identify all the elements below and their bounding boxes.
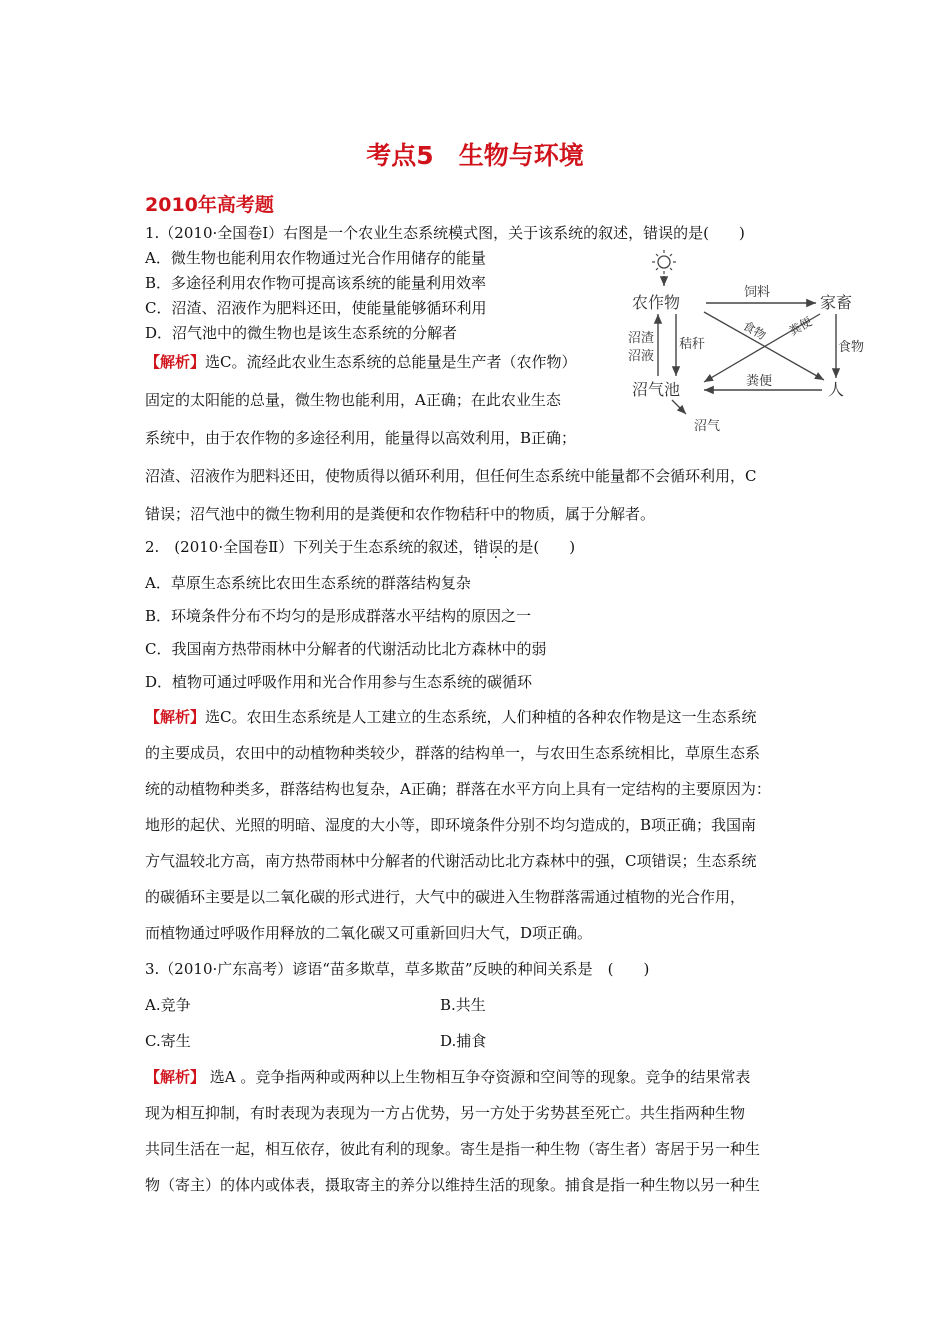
node-livestock: 家畜: [820, 293, 853, 312]
label-manure-diagonal: 粪便: [786, 314, 815, 339]
label-manure: 粪便: [746, 374, 773, 389]
node-biogas-pool: 沼气池: [632, 380, 681, 399]
q2-option-d: D．植物可通过呼吸作用和光合作用参与生态系统的碳循环: [145, 673, 533, 691]
q3-analysis-label: 【解析】: [145, 1068, 206, 1086]
q2-emphasis-char-2: 误: [488, 538, 504, 556]
label-biogas: 沼气: [694, 419, 721, 434]
q2-analysis-line6: 的碳循环主要是以二氧化碳的形式进行，大气中的碳进入生物群落需通过植物的光合作用，: [145, 888, 746, 906]
label-straw: 秸秆: [679, 337, 706, 352]
label-fodder: 饲料: [744, 285, 771, 300]
q2-emphasis-char-1: 错: [473, 538, 489, 556]
label-food-diagonal: 食物: [740, 318, 769, 343]
page-title: 考点5 生物与环境: [366, 141, 584, 170]
q1-option-a: A．微生物也能利用农作物通过光合作用储存的能量: [145, 249, 486, 267]
q1-analysis-line1: 【解析】选C。流经此农业生态系统的总能量是生产者（农作物）: [145, 353, 577, 371]
q3-analysis-line1: 【解析】 选A 。竞争指两种或两种以上生物相互争夺资源和空间等的现象。竞争的结果常表: [145, 1068, 751, 1086]
label-residue: 沼渣: [628, 331, 655, 346]
q1-analysis-line3: 系统中，由于农作物的多途径利用，能量得以高效利用，B正确；: [145, 429, 577, 447]
q2-analysis-line1: 【解析】选C。农田生态系统是人工建立的生态系统，人们种植的各种农作物是这一生态系统: [145, 708, 757, 726]
q2-stem: 2. (2010·全国卷Ⅱ）下列关于生态系统的叙述，错误的是( ): [145, 538, 576, 556]
node-person: 人: [828, 380, 845, 399]
q2-analysis-line2: 的主要成员，农田中的动植物种类较少，群落的结构单一，与农田生态系统相比，草原生态系: [145, 744, 761, 762]
q2-analysis-label: 【解析】: [145, 708, 206, 726]
q3-option-d: D.捕食: [440, 1032, 487, 1050]
q2-option-c: C．我国南方热带雨林中分解者的代谢活动比北方森林中的弱: [145, 640, 547, 658]
q3-analysis-line3: 共同生活在一起，相互依存，彼此有利的现象。寄生是指一种生物（寄生者）寄居于另一种生: [145, 1140, 761, 1158]
q3-option-a: A.竞争: [145, 996, 191, 1014]
q1-option-d: D．沼气池中的微生物也是该生态系统的分解者: [145, 324, 458, 342]
q2-option-a: A．草原生态系统比农田生态系统的群落结构复杂: [145, 574, 471, 592]
q2-analysis-line3: 统的动植物种类多，群落结构也复杂，A正确；群落在水平方向上具有一定结构的主要原因为：: [145, 780, 771, 798]
agri-ecosystem-diagram: [624, 248, 864, 438]
q1-option-c: C．沼渣、沼液作为肥料还田，使能量能够循环利用: [145, 299, 487, 317]
label-food: 食物: [838, 340, 864, 355]
sun-icon: [652, 250, 676, 274]
q1-analysis-line2: 固定的太阳能的总量，微生物也能利用，A正确；在此农业生态: [145, 391, 561, 409]
q3-stem: 3.（2010·广东高考）谚语“苗多欺草，草多欺苗”反映的种间关系是 ( ): [145, 960, 650, 978]
q1-option-b: B．多途径利用农作物可提高该系统的能量利用效率: [145, 274, 487, 292]
q2-analysis-line7: 而植物通过呼吸作用释放的二氧化碳又可重新回归大气，D项正确。: [145, 924, 593, 942]
q1-analysis-label: 【解析】: [145, 353, 206, 371]
q2-option-b: B．环境条件分布不均匀的是形成群落水平结构的原因之一: [145, 607, 532, 625]
q3-analysis-line4: 物（寄主）的体内或体表，摄取寄主的养分以维持生活的现象。捕食是指一种生物以另一种生: [145, 1176, 761, 1194]
q2-analysis-line5: 方气温较北方高，南方热带雨林中分解者的代谢活动比北方森林中的强，C项错误；生态系统: [145, 852, 757, 870]
label-liquid: 沼液: [628, 349, 655, 364]
q3-option-b: B.共生: [440, 996, 486, 1014]
q1-analysis-line4: 沼渣、沼液作为肥料还田，使物质得以循环利用，但任何生态系统中能量都不会循环利用，C: [145, 467, 757, 485]
section-heading: 2010年高考题: [145, 194, 274, 216]
q1-analysis-line5: 错误；沼气池中的微生物利用的是粪便和农作物秸秆中的物质，属于分解者。: [145, 505, 656, 523]
q2-analysis-line4: 地形的起伏、光照的明暗、湿度的大小等，即环境条件分别不均匀造成的，B项正确；我国南: [145, 816, 757, 834]
q3-option-c: C.寄生: [145, 1032, 191, 1050]
q3-analysis-line2: 现为相互抑制，有时表现为表现为一方占优势，另一方处于劣势甚至死亡。共生指两种生物: [145, 1104, 746, 1122]
q1-stem: 1.（2010·全国卷Ⅰ）右图是一个农业生态系统模式图，关于该系统的叙述，错误的是( ): [145, 224, 745, 242]
node-crop: 农作物: [632, 293, 681, 312]
